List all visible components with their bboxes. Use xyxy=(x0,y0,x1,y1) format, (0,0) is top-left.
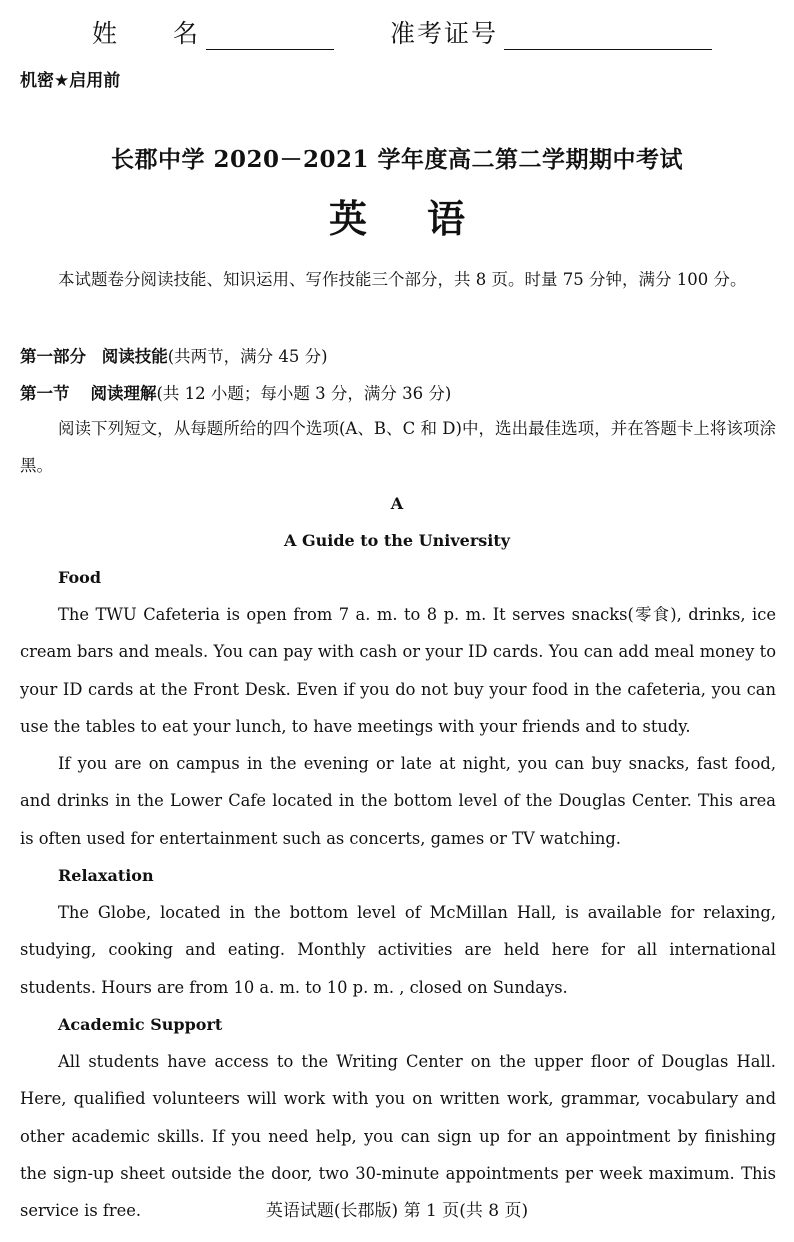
relaxation-paragraph: The Globe, located in the bottom level of McMillan Hall, is available for relaxing, studying, cooking and eating. Monthly activities are held here for all international students. Hours are from 10 a. m. to 10 p. m. , closed on Sundays. xyxy=(20,903,776,997)
part1-title: 阅读技能 xyxy=(101,347,168,366)
food-paragraph-2: If you are on campus in the evening or late at night, you can buy snacks, fast food, and drinks in the Lower Cafe located in the bottom level of the Douglas Center. This area is often used for entertainment such as concerts, games or TV watching. xyxy=(20,754,776,848)
candidate-info xyxy=(92,14,712,50)
intro-text: 本试题卷分阅读技能、知识运用、写作技能三个部分，共 8 页。时量 75 分钟，满分 100 分。 xyxy=(58,270,747,289)
exam-title: 长郡中学 2020－2021 学年度高二第二学期期中考试 xyxy=(110,146,684,173)
secret-mark: 机密★启用前 xyxy=(20,71,121,91)
section1-label: 第一节 xyxy=(20,384,70,403)
food-heading: Food xyxy=(58,568,102,587)
part1-heading xyxy=(20,343,328,367)
part1-label: 第一部分 xyxy=(20,347,86,366)
academic-support-paragraph: All students have access to the Writing Center on the upper floor of Douglas Hall. Here, qualified volunteers will work with you on written work, grammar, vocabulary and other academic skills. If you need help, you can sign up for an appointment by finishing the sign-up sheet outside the door, two 30-minute appointments per week maximum. This service is free. xyxy=(20,1052,776,1221)
section1-title: 阅读理解 xyxy=(90,384,157,403)
passage-letter: A xyxy=(390,494,404,513)
exam-number-blank xyxy=(504,19,712,50)
directions-text: 阅读下列短文，从每题所给的四个选项(A、B、C 和 D)中，选出最佳选项，并在答题卡上将该项涂黑。 xyxy=(20,419,776,475)
name-blank xyxy=(206,19,334,50)
name-label: 姓 名 xyxy=(92,19,201,48)
food-paragraph-1: The TWU Cafeteria is open from 7 a. m. to 8 p. m. It serves snacks(零食), drinks, ice cream bars and meals. You can pay with cash or your ID cards. You can add meal money to your ID cards at the Front Desk. Even if you do not buy your food in the cafeteria, you can use the tables to eat your lunch, to have meetings with your friends and to study. xyxy=(20,605,776,736)
academic-support-heading: Academic Support xyxy=(58,1015,223,1034)
passage-title: A Guide to the University xyxy=(283,531,511,550)
subject-title: 英语 xyxy=(328,197,525,241)
relaxation-heading: Relaxation xyxy=(58,866,154,885)
exam-number-label: 准考证号 xyxy=(390,19,499,48)
page-footer: 英语试题(长郡版) 第 1 页(共 8 页) xyxy=(265,1201,529,1221)
section1-note: (共 12 小题；每小题 3 分，满分 36 分) xyxy=(156,384,452,403)
section1-heading xyxy=(20,380,451,404)
part1-note: (共两节，满分 45 分) xyxy=(167,347,328,366)
